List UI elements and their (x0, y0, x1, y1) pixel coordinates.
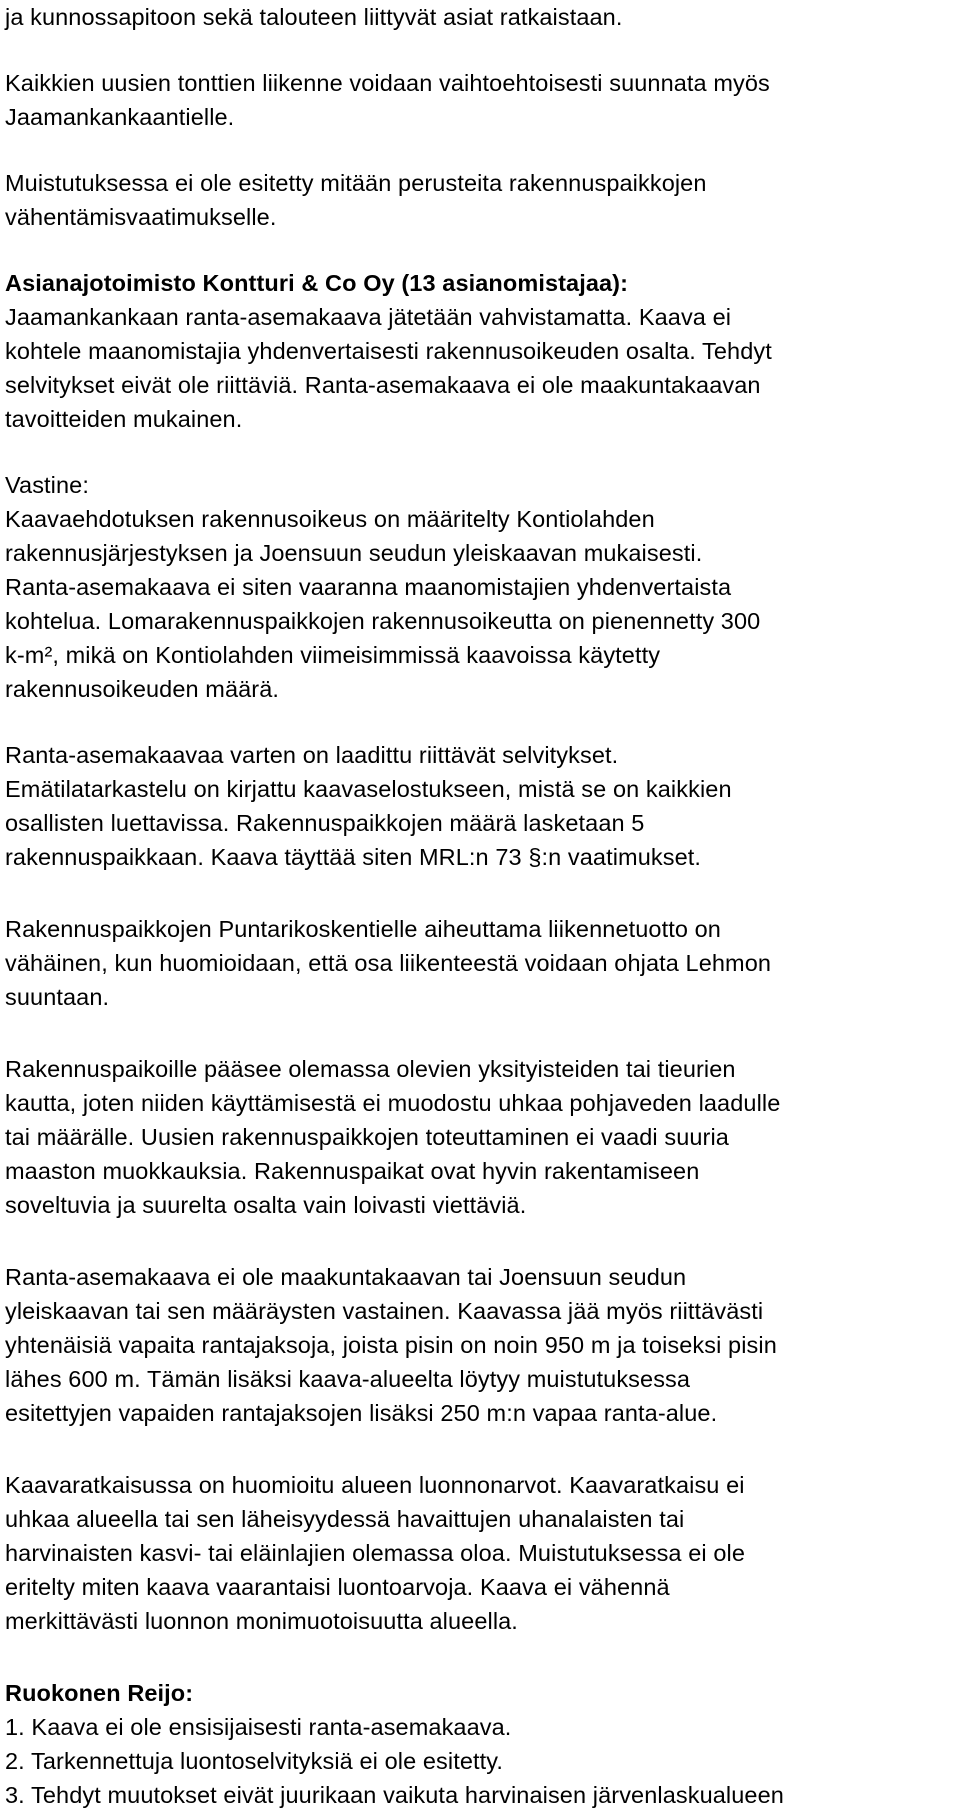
text-line: Rakennuspaikkojen Puntarikoskentielle aiheuttama liikennetuotto on (5, 916, 721, 942)
text-line: vähentämisvaatimukselle. (5, 204, 277, 230)
text-line: merkittävästi luonnon monimuotoisuutta alueella. (5, 1608, 518, 1634)
text-line: soveltuvia ja suurelta osalta vain loivasti viettäviä. (5, 1192, 527, 1218)
text-line: Jaamankankaantielle. (5, 104, 235, 130)
paragraph-traffic-volume (5, 912, 955, 1014)
text-line: Rakennuspaikoille pääsee olemassa olevien yksityisteiden tai tieurien (5, 1056, 736, 1082)
text-line: rakennusjärjestyksen ja Joensuun seudun yleiskaavan mukaisesti. (5, 540, 703, 566)
list-item: 2. Tarkennettuja luontoselvityksiä ei ole esitetty. (5, 1748, 504, 1774)
objection-heading: Ruokonen Reijo: (5, 1680, 194, 1706)
text-line: rakennusoikeuden määrä. (5, 676, 280, 702)
paragraph-intro (5, 0, 955, 34)
text-line: k-m², mikä on Kontiolahden viimeisimmissä kaavoissa käytetty (5, 642, 661, 668)
text-line: osallisten luettavissa. Rakennuspaikkojen määrä lasketaan 5 (5, 810, 645, 836)
response-section (5, 468, 955, 706)
document-body (5, 0, 955, 1812)
text-line: kautta, joten niiden käyttämisestä ei muodostu uhkaa pohjaveden laadulle (5, 1090, 781, 1116)
text-line: yhtenäisiä vapaita rantajaksoja, joista pisin on noin 950 m ja toiseksi pisin (5, 1332, 777, 1358)
text-line: Ranta-asemakaava ei ole maakuntakaavan tai Joensuun seudun (5, 1264, 687, 1290)
text-line: selvitykset eivät ole riittäviä. Ranta-asemakaava ei ole maakuntakaavan (5, 372, 761, 398)
text-line: suuntaan. (5, 984, 110, 1010)
text-line: rakennuspaikkaan. Kaava täyttää siten MRL:n 73 §:n vaatimukset. (5, 844, 702, 870)
text-line: Emätilatarkastelu on kirjattu kaavaselostukseen, mistä se on kaikkien (5, 776, 732, 802)
text-line: ja kunnossapitoon sekä talouteen liittyvät asiat ratkaistaan. (5, 4, 623, 30)
objection-ruokonen (5, 1676, 955, 1812)
text-line: esitettyjen vapaiden rantajaksojen lisäksi 250 m:n vapaa ranta-alue. (5, 1400, 718, 1426)
text-line: uhkaa alueella tai sen läheisyydessä havaittujen uhanalaisten tai (5, 1506, 685, 1532)
text-line: Jaamankankaan ranta-asemakaava jätetään vahvistamatta. Kaava ei (5, 304, 732, 330)
text-line: lähes 600 m. Tämän lisäksi kaava-alueelta löytyy muistutuksessa (5, 1366, 691, 1392)
text-line: harvinaisten kasvi- tai eläinlajien olemassa oloa. Muistutuksessa ei ole (5, 1540, 745, 1566)
paragraph-traffic-route (5, 66, 955, 134)
text-line: Kaavaratkaisussa on huomioitu alueen luonnonarvot. Kaavaratkaisu ei (5, 1472, 745, 1498)
paragraph-access-roads (5, 1052, 955, 1222)
text-line: tavoitteiden mukainen. (5, 406, 243, 432)
paragraph-surveys (5, 738, 955, 874)
text-line: yleiskaavan tai sen määräysten vastainen. Kaavassa jää myös riittävästi (5, 1298, 764, 1324)
text-line: eritelty miten kaava vaarantaisi luontoarvoja. Kaava ei vähennä (5, 1574, 670, 1600)
text-line: Ranta-asemakaava ei siten vaaranna maanomistajien yhdenvertaista (5, 574, 732, 600)
paragraph-reduction-demand (5, 166, 955, 234)
text-line: Ranta-asemakaavaa varten on laadittu riittävät selvitykset. (5, 742, 619, 768)
text-line: maaston muokkauksia. Rakennuspaikat ovat hyvin rakentamiseen (5, 1158, 700, 1184)
paragraph-nature-values (5, 1468, 955, 1638)
paragraph-regional-plan (5, 1260, 955, 1430)
text-line: kohtelua. Lomarakennuspaikkojen rakennusoikeutta on pienennetty 300 (5, 608, 761, 634)
text-line: kohtele maanomistajia yhdenvertaisesti rakennusoikeuden osalta. Tehdyt (5, 338, 772, 364)
list-item: 3. Tehdyt muutokset eivät juurikaan vaikuta harvinaisen järvenlaskualueen (5, 1782, 784, 1808)
text-line: Muistutuksessa ei ole esitetty mitään perusteita rakennuspaikkojen (5, 170, 707, 196)
objection-heading: Asianajotoimisto Kontturi & Co Oy (13 asianomistajaa): (5, 270, 629, 296)
text-line: Kaikkien uusien tonttien liikenne voidaan vaihtoehtoisesti suunnata myös (5, 70, 770, 96)
text-line: vähäinen, kun huomioidaan, että osa liikenteestä voidaan ohjata Lehmon (5, 950, 772, 976)
objection-kontturi (5, 266, 955, 436)
response-heading: Vastine: (5, 472, 89, 498)
text-line: tai määrälle. Uusien rakennuspaikkojen toteuttaminen ei vaadi suuria (5, 1124, 729, 1150)
list-item: 1. Kaava ei ole ensisijaisesti ranta-asemakaava. (5, 1714, 512, 1740)
text-line: Kaavaehdotuksen rakennusoikeus on määritelty Kontiolahden (5, 506, 655, 532)
